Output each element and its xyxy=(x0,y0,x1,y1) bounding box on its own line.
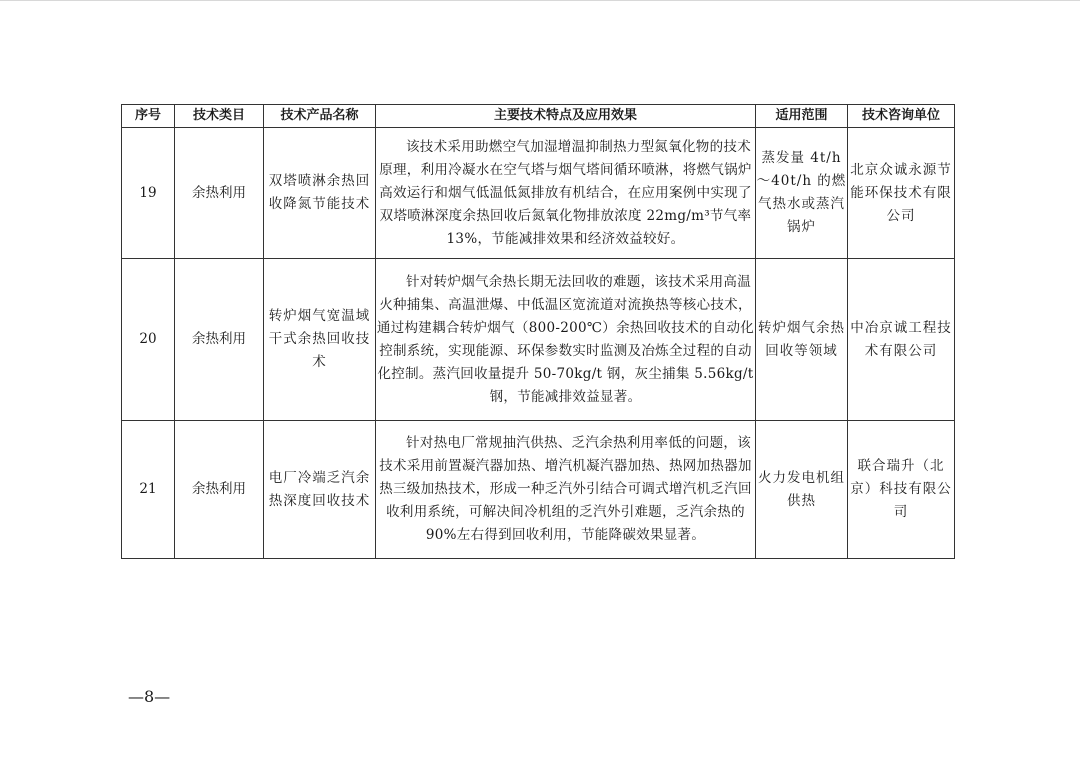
technology-table xyxy=(121,104,955,559)
row-serial-number: 19 xyxy=(122,128,175,259)
row-category: 余热利用 xyxy=(175,128,264,259)
page-number: —8— xyxy=(128,687,171,706)
header-scope: 适用范围 xyxy=(756,105,848,128)
row-scope: 转炉烟气余热回收等领域 xyxy=(756,259,848,421)
row-product-name: 转炉烟气宽温域干式余热回收技术 xyxy=(264,259,376,421)
row-features-text: 针对热电厂常规抽汽供热、乏汽余热利用率低的问题，该技术采用前置凝汽器加热、增汽机凝汽器加热、热网加热器加热三级加热技术，形成一种乏汽外引结合可调式增汽机乏汽回收利用系统，可解决间冷机组的乏汽外引难题，乏汽余热的 90%左右得到回收利用，节能降碳效果显著。 xyxy=(379,435,752,543)
page-top-edge xyxy=(0,0,1080,1)
row-category: 余热利用 xyxy=(175,421,264,559)
row-consulting-unit: 联合瑞升（北京）科技有限公司 xyxy=(848,421,955,559)
header-consulting-unit: 技术咨询单位 xyxy=(848,105,955,128)
row-product-name: 双塔喷淋余热回收降氮节能技术 xyxy=(264,128,376,259)
row-category: 余热利用 xyxy=(175,259,264,421)
row-features xyxy=(376,421,756,559)
header-tech-category: 技术类目 xyxy=(175,105,264,128)
header-product-name: 技术产品名称 xyxy=(264,105,376,128)
row-serial-number: 20 xyxy=(122,259,175,421)
row-features xyxy=(376,128,756,259)
table-row xyxy=(122,259,955,421)
table-row xyxy=(122,421,955,559)
row-features-text: 针对转炉烟气余热长期无法回收的难题，该技术采用高温火种捕集、高温泄爆、中低温区宽流道对流换热等核心技术，通过构建耦合转炉烟气（800-200℃）余热回收技术的自动化控制系统，实现能源、环保参数实时监测及冶炼全过程的自动化控制。蒸汽回收量提升 50-70kg/t 钢，灰尘捕集 5.56kg/t 钢，节能减排效益显著。 xyxy=(376,273,755,405)
header-main-features: 主要技术特点及应用效果 xyxy=(376,105,756,128)
header-serial-number: 序号 xyxy=(122,105,175,128)
row-consulting-unit: 中冶京诚工程技术有限公司 xyxy=(848,259,955,421)
row-features xyxy=(376,259,756,421)
row-serial-number: 21 xyxy=(122,421,175,559)
row-features-text: 该技术采用助燃空气加湿增温抑制热力型氮氧化物的技术原理，利用冷凝水在空气塔与烟气塔间循环喷淋，将燃气锅炉高效运行和烟气低温低氮排放有机结合，在应用案例中实现了双塔喷淋深度余热回收后氮氧化物排放浓度 22mg/m³节气率 13%，节能减排效果和经济效益较好。 xyxy=(379,138,752,247)
row-product-name: 电厂冷端乏汽余热深度回收技术 xyxy=(264,421,376,559)
row-consulting-unit: 北京众诚永源节能环保技术有限公司 xyxy=(848,128,955,259)
row-scope: 蒸发量 4t/h～40t/h 的燃气热水或蒸汽锅炉 xyxy=(756,128,848,259)
row-scope: 火力发电机组供热 xyxy=(756,421,848,559)
table-header-row xyxy=(122,105,955,128)
table-row xyxy=(122,128,955,259)
